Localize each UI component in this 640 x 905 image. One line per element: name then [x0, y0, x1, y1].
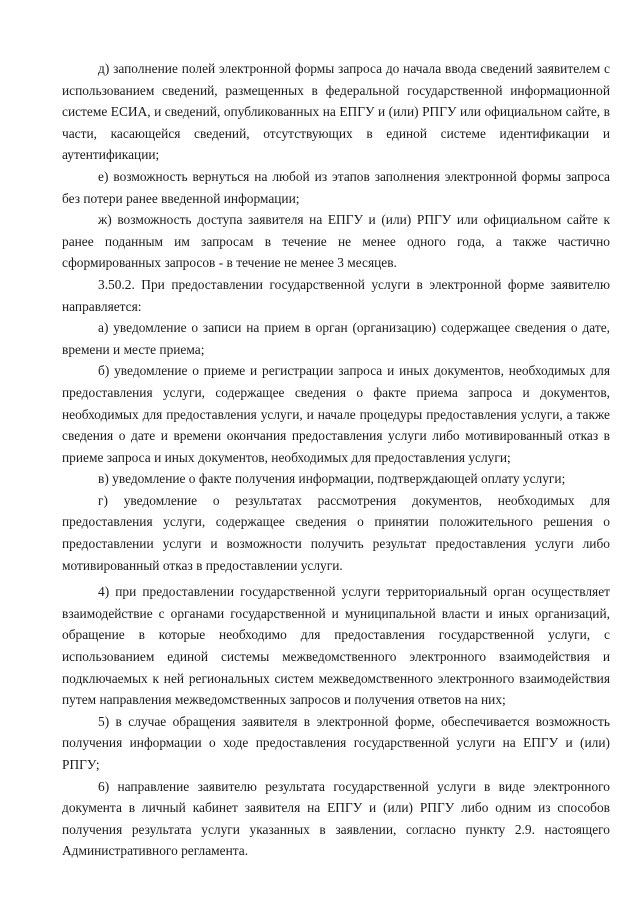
paragraph-v-payment-notice: в) уведомление о факте получения информации, подтверждающей оплату услуги;	[98, 471, 566, 487]
paragraph-zh-access-requests: ж) возможность доступа заявителя на ЕПГУ и (или) РПГУ или официальном сайте к ранее поданным им запросам в течение не менее одного года, а также частично сформированных запросов - в течение не менее 3 месяцев.	[62, 212, 610, 271]
paragraph-b-registration-notice: б) уведомление о приеме и регистрации запроса и иных документов, необходимых для предоставления услуги, содержащее сведения о факте приема запроса и документов, необходимых для предоставления услуги, и начале процедуры предоставления услуги, а также сведения о дате и времени окончания предоставления услуги либо мотивированный отказ в приеме запроса и иных документов, необходимых для предоставления услуги;	[62, 363, 610, 465]
paragraph-d-prefill: д) заполнение полей электронной формы запроса до начала ввода сведений заявителем с использованием сведений, размещенных в федеральной государственной информационной системе ЕСИА, и сведений, опубликованных на ЕПГУ и (или) РПГУ или официальном сайте, в части, касающейся сведений, отсутствующих в единой системе идентификации и аутентификации;	[62, 61, 610, 163]
paragraph-3-50-2: 3.50.2. При предоставлении государственной услуги в электронной форме заявителю направляется:	[62, 276, 610, 314]
paragraph-6-result-delivery: 6) направление заявителю результата государственной услуги в виде электронного документа в личный кабинет заявителя на ЕПГУ и (или) РПГУ либо одним из способов получения результата услуги указанных в заявлении, согласно пункту 2.9. настоящего Административного регламента.	[62, 778, 610, 859]
paragraph-g-results-notice: г) уведомление о результатах рассмотрения документов, необходимых для предоставления услуги, содержащее сведения о принятии положительного решения о предоставлении услуги и возможности получить результат предоставления услуги либо мотивированный отказ в предоставлении услуги.	[62, 492, 610, 573]
paragraph-5-progress-info: 5) в случае обращения заявителя в электронной форме, обеспечивается возможность получения информации о ходе предоставления государственной услуги на ЕПГУ и (или) РПГУ;	[62, 713, 610, 772]
document-page	[62, 58, 610, 862]
paragraph-e-return-to-step: е) возможность вернуться на любой из этапов заполнения электронной формы запроса без потери ранее введенной информации;	[62, 168, 610, 206]
paragraph-4-interaction: 4) при предоставлении государственной услуги территориальный орган осуществляет взаимодействие с органами государственной и муниципальной власти и иных организаций, обращение в которые необходимо для предоставления государственной услуги, с использованием единой системы межведомственного электронного взаимодействия и подключаемых к ней региональных систем межведомственного электронного взаимодействия путем направления межведомственных запросов и получения ответов на них;	[62, 584, 610, 708]
paragraph-a-appointment-notice: а) уведомление о записи на прием в орган (организацию) содержащее сведения о дате, времени и месте приема;	[62, 320, 610, 357]
